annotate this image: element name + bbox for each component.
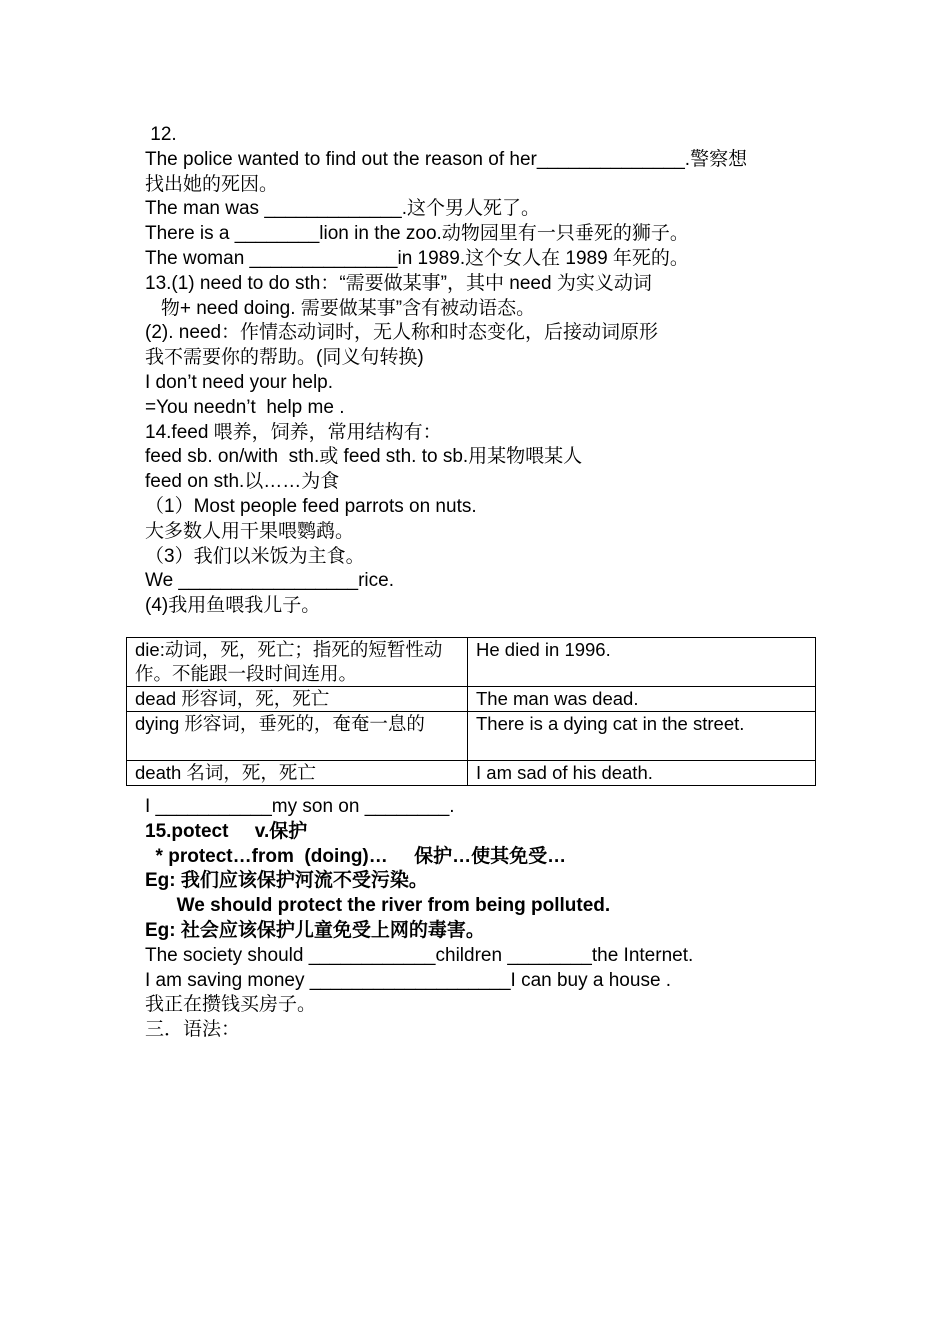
text-line: 我正在攒钱买房子。 bbox=[145, 994, 317, 1016]
example-line: Eg: 我们应该保护河流不受污染。 bbox=[145, 870, 428, 892]
notes-top bbox=[145, 123, 815, 619]
item-number-12: 12. bbox=[145, 124, 177, 145]
text-line: =You needn’t help me . bbox=[145, 396, 345, 418]
table-cell-right: The man was dead. bbox=[468, 687, 816, 712]
table-cell-left: dying 形容词，垂死的，奄奄一息的 bbox=[127, 712, 468, 761]
text-line: * protect…from (doing)… 保护…使其免受… bbox=[145, 845, 567, 867]
table-cell-left: dead 形容词，死，死亡 bbox=[127, 687, 468, 712]
text-line: The woman ______________in 1989.这个女人在 1989 年死的。 bbox=[145, 247, 689, 269]
text-line: The police wanted to find out the reason of her______________.警察想 bbox=[145, 148, 748, 170]
text-line: (4)我用鱼喂我儿子。 bbox=[145, 595, 321, 617]
text-line: The society should ____________children ________the Internet. bbox=[145, 944, 694, 966]
table-row bbox=[127, 687, 816, 712]
text-line: （1）Most people feed parrots on nuts. bbox=[145, 495, 477, 517]
text-line: 找出她的死因。 bbox=[145, 173, 279, 195]
die-word-forms-table bbox=[126, 637, 816, 786]
table-cell-right: There is a dying cat in the street. bbox=[468, 712, 816, 761]
table-row bbox=[127, 712, 816, 761]
section-heading-13: 13.(1) need to do sth：“需要做某事”，其中 need 为实义动词 bbox=[145, 272, 652, 294]
text-line: 我不需要你的帮助。(同义句转换) bbox=[145, 347, 424, 369]
example-line: Eg: 社会应该保护儿童免受上网的毒害。 bbox=[145, 919, 485, 941]
text-line: (2). need：作情态动词时，无人称和时态变化，后接动词原形 bbox=[145, 322, 659, 344]
table-cell-right: He died in 1996. bbox=[468, 638, 816, 687]
text-line: I don’t need your help. bbox=[145, 371, 334, 393]
table-cell-left: death 名词，死，死亡 bbox=[127, 761, 468, 786]
text-line: I ___________my son on ________. bbox=[145, 796, 455, 817]
text-line: （3）我们以米饭为主食。 bbox=[145, 545, 365, 567]
table-cell-left: die:动词，死，死亡；指死的短暂性动作。不能跟一段时间连用。 bbox=[127, 638, 468, 687]
text-line: feed sb. on/with sth.或 feed sth. to sb.用某物喂某人 bbox=[145, 446, 583, 468]
text-line: The man was _____________.这个男人死了。 bbox=[145, 198, 540, 220]
text-line: feed on sth.以……为食 bbox=[145, 471, 340, 493]
notes-bottom bbox=[145, 795, 815, 1043]
section-heading-15: 15.potect v.保护 bbox=[145, 820, 308, 842]
example-line: We should protect the river from being polluted. bbox=[145, 895, 611, 917]
table-cell-right: I am sad of his death. bbox=[468, 761, 816, 786]
text-line: I am saving money ___________________I can buy a house . bbox=[145, 969, 672, 991]
text-line: We _________________rice. bbox=[145, 570, 394, 592]
section-heading-14: 14.feed 喂养，饲养，常用结构有： bbox=[145, 421, 442, 443]
text-line: 大多数人用干果喂鹦鹉。 bbox=[145, 520, 355, 542]
table-row bbox=[127, 761, 816, 786]
table-row bbox=[127, 638, 816, 687]
text-line: There is a ________lion in the zoo.动物园里有一只垂死的狮子。 bbox=[145, 223, 689, 245]
text-line: 物+ need doing. 需要做某事”含有被动语态。 bbox=[145, 297, 536, 319]
section-heading-grammar: 三．语法： bbox=[145, 1019, 241, 1041]
